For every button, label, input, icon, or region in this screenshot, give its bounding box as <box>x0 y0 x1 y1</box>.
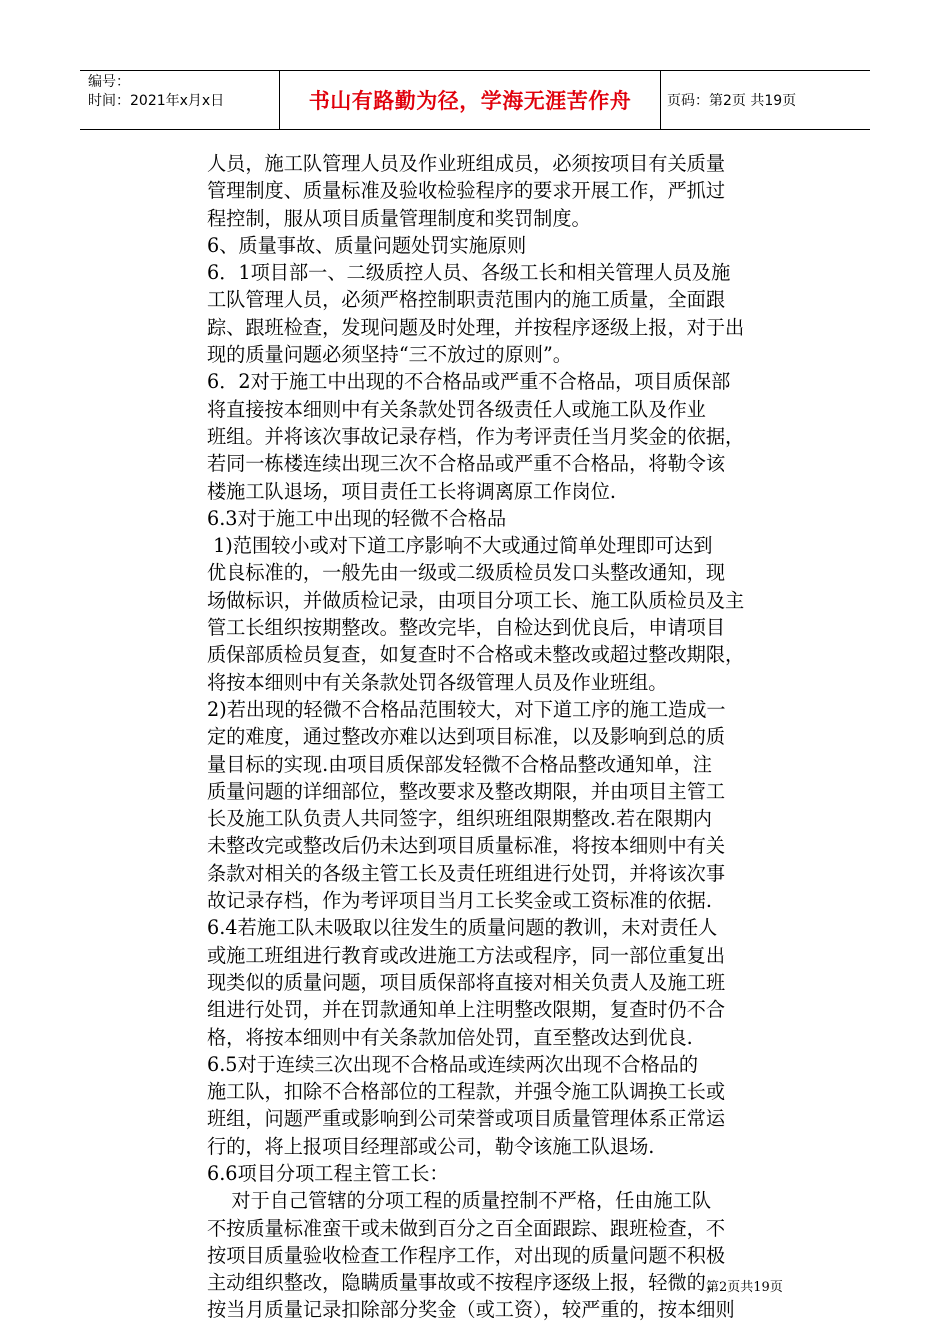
body-line: 场做标识，并做质检记录，由项目分项工长、施工队质检员及主 <box>207 588 745 612</box>
body-line: 6.3对于施工中出现的轻微不合格品 <box>207 506 507 530</box>
body-line: 楼施工队退场，项目责任工长将调离原工作岗位. <box>207 479 617 503</box>
body-line: 不按质量标准蛮干或未做到百分之百全面跟踪、跟班检查，不 <box>207 1216 726 1240</box>
document-number-label: 编号： <box>88 74 130 90</box>
body-line: 6．2对于施工中出现的不合格品或严重不合格品，项目质保部 <box>207 370 731 394</box>
body-line: 格，将按本细则中有关条款加倍处罚，直至整改达到优良. <box>207 1025 693 1049</box>
body-line: 或施工班组进行教育或改进施工方法或程序，同一部位重复出 <box>207 943 726 967</box>
body-line: 组进行处罚，并在罚款通知单上注明整改限期，复查时仍不合 <box>207 998 726 1022</box>
body-line: 班组，问题严重或影响到公司荣誉或项目质量管理体系正常运 <box>207 1107 726 1131</box>
body-line: 6、质量事故、质量问题处罚实施原则 <box>207 233 527 257</box>
body-line: 若同一栋楼连续出现三次不合格品或严重不合格品，将勒令该 <box>207 452 726 476</box>
body-line: 将直接按本细则中有关条款处罚各级责任人或施工队及作业 <box>207 397 706 421</box>
body-line: 施工队，扣除不合格部位的工程款，并强令施工队调换工长或 <box>207 1080 726 1104</box>
body-line: 优良标准的，一般先由一级或二级质检员发口头整改通知，现 <box>207 561 726 585</box>
body-line: 量目标的实现.由项目质保部发轻微不合格品整改通知单，注 <box>207 752 712 776</box>
body-line: 6．1项目部一、二级质控人员、各级工长和相关管理人员及施 <box>207 261 731 285</box>
body-line: 质量问题的详细部位，整改要求及整改期限，并由项目主管工 <box>207 779 726 803</box>
body-line: 将按本细则中有关条款处罚各级管理人员及作业班组。 <box>207 670 668 694</box>
body-line: 程控制，服从项目质量管理制度和奖罚制度。 <box>207 206 591 230</box>
body-line: 现类似的质量问题，项目质保部将直接对相关负责人及施工班 <box>207 970 726 994</box>
body-line: 管理制度、质量标准及验收检验程序的要求开展工作，严抓过 <box>207 179 726 203</box>
body-line: 工队管理人员，必须严格控制职责范围内的施工质量，全面跟 <box>207 288 726 312</box>
body-line: 人员，施工队管理人员及作业班组成员，必须按项目有关质量 <box>207 152 726 175</box>
body-line: 故记录存档，作为考评项目当月工长奖金或工资标准的依据. <box>207 889 712 913</box>
body-line: 6.6项目分项工程主管工长： <box>207 1161 449 1185</box>
body-line: 条款对相关的各级主管工长及责任班组进行处罚，并将该次事 <box>207 861 726 885</box>
body-line: 按项目质量验收检查工作程序工作，对出现的质量问题不积极 <box>207 1243 726 1267</box>
body-line: 按当月质量记录扣除部分奖金（或工资），较严重的，按本细则 <box>207 1298 735 1322</box>
body-line: 行的，将上报项目经理部或公司，勒令该施工队退场. <box>207 1134 655 1158</box>
body-line: 管工长组织按期整改。整改完毕，自检达到优良后，申请项目 <box>207 616 726 640</box>
body-line: 对于自己管辖的分项工程的质量控制不严格，任由施工队 <box>207 1189 712 1213</box>
body-line: 6.4若施工队未吸取以往发生的质量问题的教训，未对责任人 <box>207 916 718 940</box>
body-line: 1)范围较小或对下道工序影响不大或通过简单处理即可达到 <box>207 534 713 558</box>
body-line: 未整改完或整改后仍未达到项目质量标准，将按本细则中有关 <box>207 834 726 858</box>
page-header <box>80 70 870 130</box>
document-body <box>207 150 819 1324</box>
body-line: 班组。并将该次事故记录存档，作为考评责任当月奖金的依据， <box>207 424 745 448</box>
body-line: 主动组织整改，隐瞒质量事故或不按程序逐级上报，轻微的， <box>207 1271 726 1295</box>
header-page-info: 页码：第2页 共19页 <box>667 93 797 109</box>
body-line: 长及施工队负责人共同签字，组织班组限期整改.若在限期内 <box>207 807 712 831</box>
body-line: 2)若出现的轻微不合格品范围较大，对下道工序的施工造成一 <box>207 697 726 721</box>
body-line: 质保部质检员复查，如复查时不合格或未整改或超过整改期限， <box>207 643 745 667</box>
body-line: 定的难度，通过整改亦难以达到项目标准，以及影响到总的质 <box>207 725 726 749</box>
body-line: 踪、跟班检查，发现问题及时处理，并按程序逐级上报，对于出 <box>207 315 745 339</box>
page-footer: 第2页共19页 <box>706 1280 783 1295</box>
header-meta <box>80 71 280 129</box>
document-date: 时间：2021年x月x日 <box>88 93 225 109</box>
header-motto: 书山有路勤为径，学海无涯苦作舟 <box>280 71 661 129</box>
body-line: 现的质量问题必须坚持“三不放过的原则”。 <box>207 343 572 367</box>
body-line: 6.5对于连续三次出现不合格品或连续两次出现不合格品的 <box>207 1052 699 1076</box>
